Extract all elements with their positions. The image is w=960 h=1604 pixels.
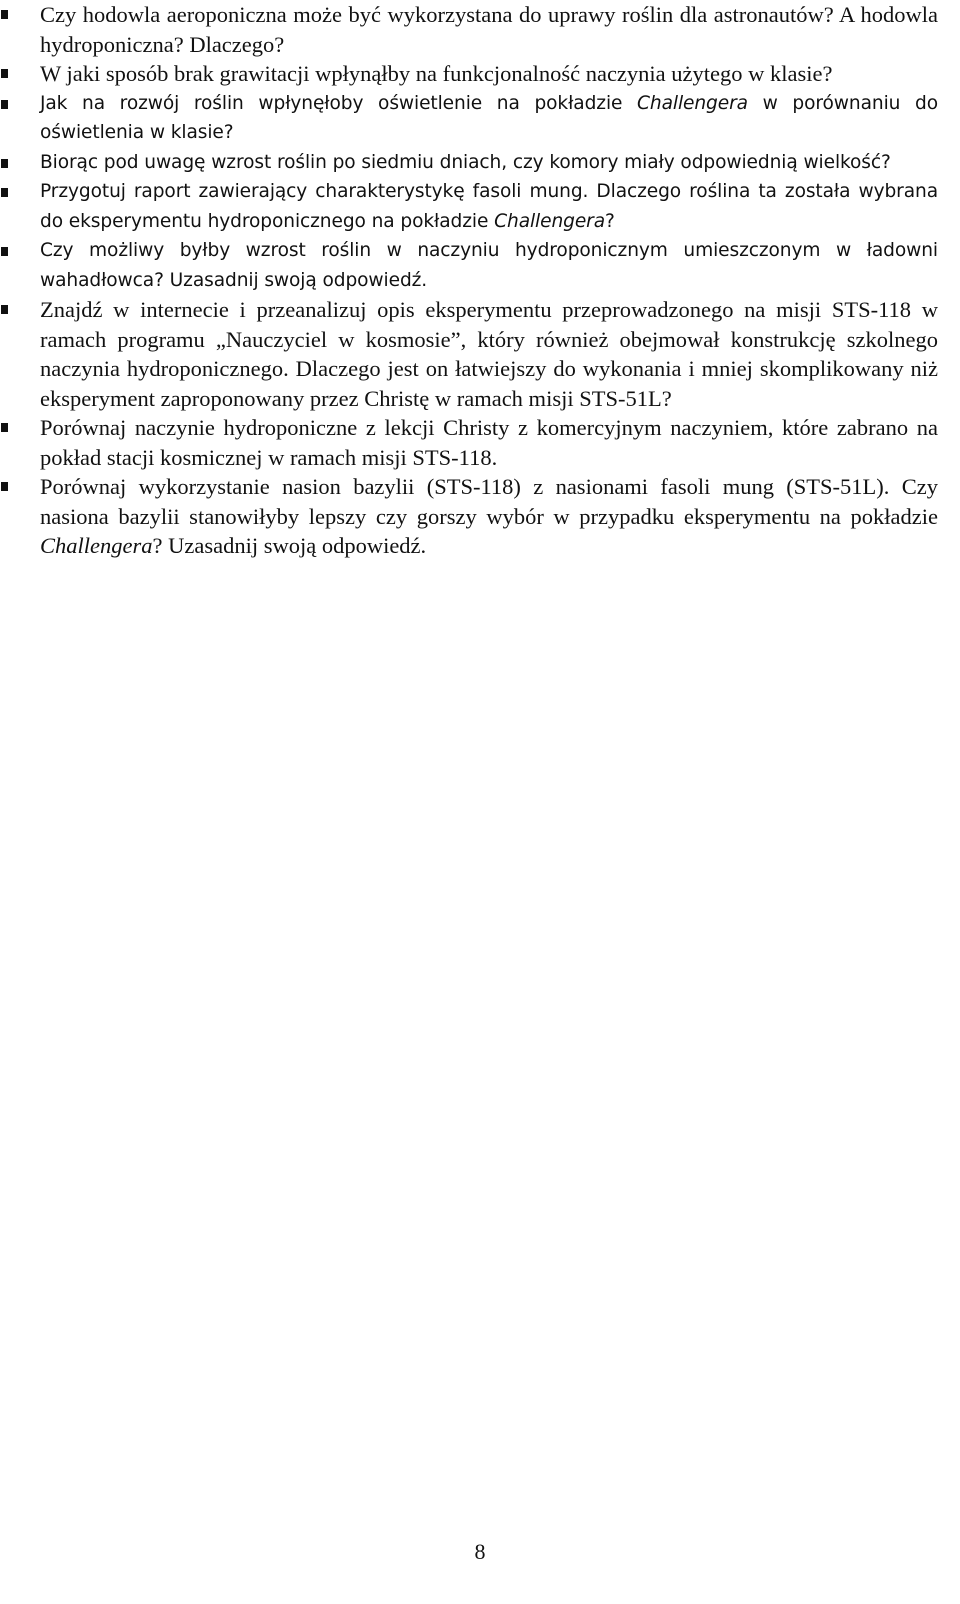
- question-text: Czy hodowla aeroponiczna może być wykorzystana do uprawy roślin dla astronautów? A hodowla hydroponiczna? Dlaczego?: [40, 2, 938, 57]
- question-item-9: [0, 472, 960, 561]
- page-number: 8: [474, 1539, 486, 1564]
- question-item-6: [0, 236, 960, 295]
- bullet-icon: [1, 159, 8, 168]
- question-text: Uzasadnij swoją odpowiedź.: [163, 269, 428, 291]
- question-text: Biorąc pod uwagę wzrost roślin po siedmiu dniach, czy komory miały odpowiednią wielkość?: [40, 151, 891, 173]
- question-text: Porównaj wykorzystanie nasion bazylii (STS-118) z nasionami fasoli mung (STS-51L). Czy nasiona bazylii stanowiłyby lepszy czy gorszy wybór w przypadku eksperymentu na pokładzie: [40, 474, 938, 529]
- question-text: Porównaj naczynie hydroponiczne z lekcji Christy z komercyjnym naczyniem, które zabrano na pokład stacji kosmicznej w ramach misji STS-118.: [40, 415, 938, 470]
- bullet-icon: [1, 423, 8, 432]
- question-item-4: [0, 148, 960, 178]
- question-item-1: [0, 0, 960, 59]
- question-italic-text: Challengera: [637, 92, 748, 114]
- question-text: Przygotuj raport zawierający charakterystykę fasoli mung. Dlaczego roślina ta została wybrana do eksperymentu hydroponicznego na pokładzie: [40, 181, 938, 232]
- question-italic-text: Challengera: [494, 210, 606, 232]
- bullet-icon: [1, 482, 8, 491]
- question-text: w porównaniu do oświetlenia w klasie?: [40, 92, 938, 143]
- question-text: Jak na rozwój roślin wpłynęłoby oświetlenie na pokładzie: [40, 92, 638, 114]
- question-text: ?: [605, 210, 615, 232]
- question-item-7: [0, 295, 960, 413]
- question-item-8: [0, 413, 960, 472]
- question-item-5: [0, 177, 960, 236]
- bullet-icon: [1, 100, 8, 109]
- bullet-icon: [1, 305, 8, 314]
- question-item-2: [0, 59, 960, 89]
- bullet-icon: [1, 10, 8, 19]
- bullet-icon: [1, 247, 8, 256]
- question-text: Znajdź w internecie i przeanalizuj opis eksperymentu przeprowadzonego na misji STS-118 w ramach programu „Nauczyciel w kosmosie”, który również obejmował konstrukcję szkolnego naczynia hydroponicznego. Dlaczego jest on łatwiejszy do wykonania i mniej skomplikowany niż eksperyment zaproponowany przez Christę w ramach misji STS-51L?: [40, 297, 938, 411]
- question-text: W jaki sposób brak grawitacji wpłynąłby na funkcjonalność naczynia użytego w klasie?: [40, 61, 833, 86]
- question-italic-text: Challengera: [40, 533, 153, 558]
- bullet-icon: [1, 188, 8, 197]
- question-list: [0, 0, 960, 561]
- question-item-3: [0, 89, 960, 148]
- question-text: ? Uzasadnij swoją odpowiedź.: [152, 533, 427, 558]
- question-text: Czy możliwy byłby wzrost roślin w naczyniu hydroponicznym umieszczonym w ładowni wahadłowca?: [40, 240, 938, 291]
- bullet-icon: [1, 69, 8, 78]
